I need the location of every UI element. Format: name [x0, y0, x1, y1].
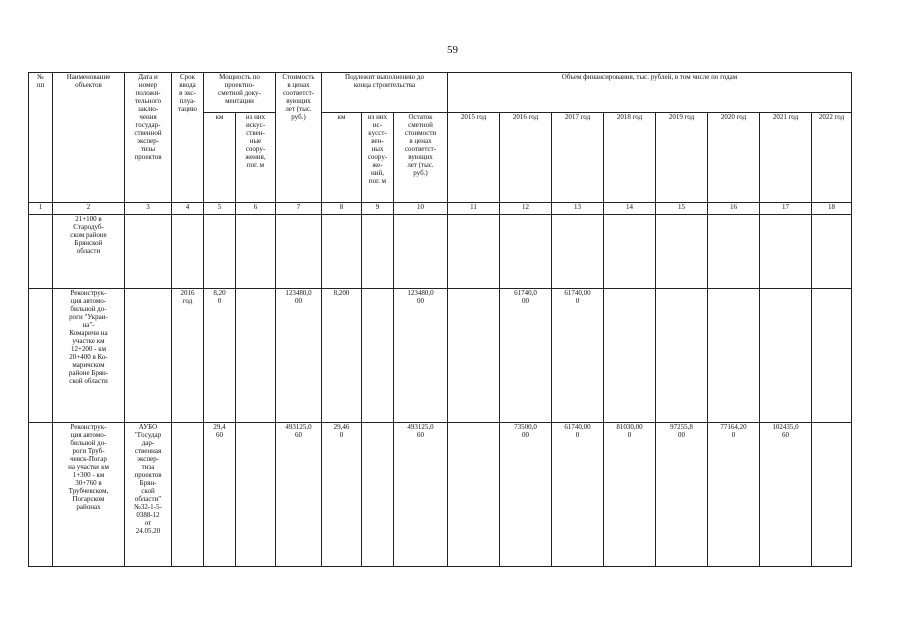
remaining-km: 8,200 [322, 289, 362, 423]
year-funding [656, 215, 708, 289]
column-number: 11 [448, 203, 500, 215]
header-remaining: Подлежит выполнению до конца строительства [322, 73, 448, 113]
object-name: 21+100 в Стародуб- ском районе Брянской области [53, 215, 125, 289]
year-funding: 73500,0 00 [500, 423, 552, 567]
year-funding [604, 215, 656, 289]
remaining-cost: 123480,0 00 [394, 289, 448, 423]
column-number: 10 [394, 203, 448, 215]
column-number-row [29, 203, 852, 215]
object-row [29, 289, 852, 423]
row-number [29, 289, 53, 423]
header-term: Срок ввода в экс- плуа- тацию [172, 73, 204, 203]
estimated-cost: 123480,0 00 [276, 289, 322, 423]
year-funding: 97255,8 00 [656, 423, 708, 567]
remaining-artificial-structures [362, 423, 394, 567]
year-funding [604, 289, 656, 423]
remaining-km: 29,46 0 [322, 423, 362, 567]
year-funding [760, 289, 812, 423]
year-funding [812, 423, 852, 567]
estimated-cost: 493125,0 60 [276, 423, 322, 567]
header-cap-km: км [204, 113, 236, 203]
column-number: 15 [656, 203, 708, 215]
header-num: № пп [29, 73, 53, 203]
header-rem-art: из них ис- кусст- вен- ных соору- же- ний, пог. м [362, 113, 394, 203]
header-year: 2015 год [448, 113, 500, 203]
remaining-cost [394, 215, 448, 289]
header-date: Дата и номер положи- тельного заклю- чения государ- ственной экспер- тизы проектов [125, 73, 172, 203]
year-funding [448, 215, 500, 289]
remaining-artificial-structures [362, 289, 394, 423]
year-funding [708, 289, 760, 423]
year-funding: 61740,0 00 [500, 289, 552, 423]
object-row [29, 215, 852, 289]
header-year: 2022 год [812, 113, 852, 203]
object-row [29, 423, 852, 567]
object-name: Реконструк- ция автомо- бильной до- роги "Украи- на"- Комаричи на участке км 12+200 - км 20+400 в Ко- маричском районе Брян- ской области [53, 289, 125, 423]
header-rem-cost: Остаток сметной стоимости в ценах соответст- вующих лет (тыс. руб.) [394, 113, 448, 203]
remaining-cost: 493125,0 60 [394, 423, 448, 567]
expertise-conclusion: АУБО "Государ дар- ственная экспер- тиза проектов Брян- ской области" №32-1-5- 0388-12 от 24.05.20 [125, 423, 172, 567]
remaining-artificial-structures [362, 215, 394, 289]
header-rem-km: км [322, 113, 362, 203]
year-funding [812, 289, 852, 423]
commissioning-term [172, 215, 204, 289]
year-funding [760, 215, 812, 289]
header-cap-art: из них искус- ствен- ные соору- жения, пог. м [236, 113, 276, 203]
header-year: 2021 год [760, 113, 812, 203]
header-year: 2018 год [604, 113, 656, 203]
year-funding [708, 215, 760, 289]
column-number: 9 [362, 203, 394, 215]
year-funding [448, 289, 500, 423]
column-number: 6 [236, 203, 276, 215]
year-funding [552, 215, 604, 289]
column-number: 1 [29, 203, 53, 215]
year-funding [812, 215, 852, 289]
year-funding: 77164,20 0 [708, 423, 760, 567]
column-number: 13 [552, 203, 604, 215]
capacity-km [204, 215, 236, 289]
column-number: 2 [53, 203, 125, 215]
construction-objects-table [28, 72, 852, 567]
year-funding: 61740,00 0 [552, 423, 604, 567]
year-funding [656, 289, 708, 423]
column-number: 7 [276, 203, 322, 215]
header-name: Наименование объектов [53, 73, 125, 203]
column-number: 5 [204, 203, 236, 215]
header-capacity: Мощность по проектно- сметной доку- ментации [204, 73, 276, 113]
column-number: 4 [172, 203, 204, 215]
header-cost: Стоимость в ценах соответст- вующих лет (тыс. руб.) [276, 73, 322, 203]
column-number: 3 [125, 203, 172, 215]
row-number [29, 423, 53, 567]
remaining-km [322, 215, 362, 289]
year-funding: 102435,0 60 [760, 423, 812, 567]
object-name: Реконструк- ция автомо- бильной до- роги Труб- чевск-Погар на участке км 1+300 - км 30+760 в Трубчевском, Погарском районах [53, 423, 125, 567]
commissioning-term: 2016 год [172, 289, 204, 423]
header-year: 2020 год [708, 113, 760, 203]
capacity-km: 8,20 0 [204, 289, 236, 423]
commissioning-term [172, 423, 204, 567]
capacity-artificial-structures [236, 289, 276, 423]
capacity-artificial-structures [236, 215, 276, 289]
capacity-artificial-structures [236, 423, 276, 567]
column-number: 17 [760, 203, 812, 215]
year-funding: 61740,00 0 [552, 289, 604, 423]
column-number: 16 [708, 203, 760, 215]
header-year: 2016 год [500, 113, 552, 203]
header-funding: Объем финансирования, тыс. рублей, в том числе по годам [448, 73, 852, 113]
expertise-conclusion [125, 289, 172, 423]
estimated-cost [276, 215, 322, 289]
column-number: 8 [322, 203, 362, 215]
capacity-km: 29,4 60 [204, 423, 236, 567]
header-year: 2019 год [656, 113, 708, 203]
row-number [29, 215, 53, 289]
page-number: 59 [447, 44, 458, 56]
year-funding [500, 215, 552, 289]
year-funding [448, 423, 500, 567]
column-number: 12 [500, 203, 552, 215]
header-year: 2017 год [552, 113, 604, 203]
column-number: 18 [812, 203, 852, 215]
column-number: 14 [604, 203, 656, 215]
year-funding: 81030,00 0 [604, 423, 656, 567]
expertise-conclusion [125, 215, 172, 289]
